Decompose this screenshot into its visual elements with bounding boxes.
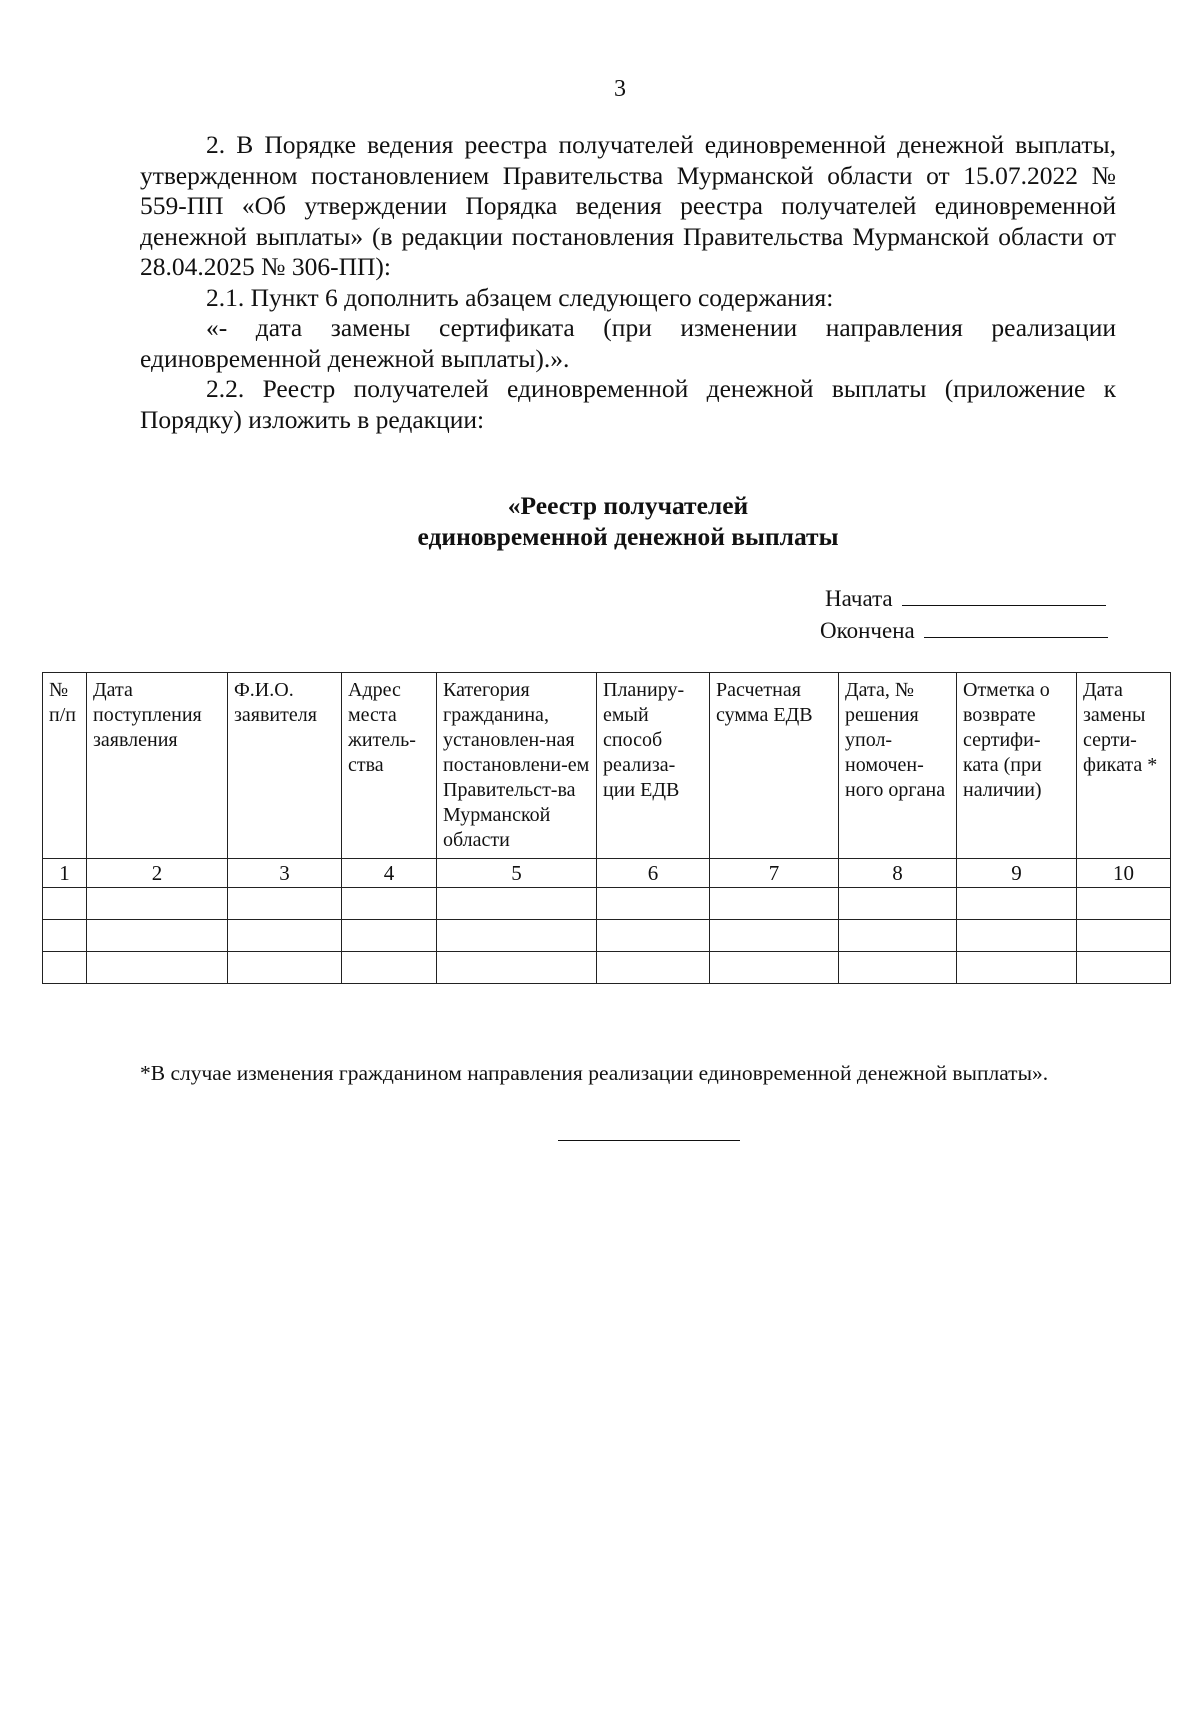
empty-cell [839, 920, 957, 952]
registry-title-line2: единовременной денежной выплаты [417, 522, 839, 551]
ended-field [820, 618, 1108, 644]
header-cell: Адрес места житель-ства [342, 673, 437, 859]
page-number: 3 [614, 76, 626, 102]
column-number: 4 [342, 859, 437, 888]
empty-row [43, 952, 1171, 984]
empty-row [43, 920, 1171, 952]
empty-cell [957, 952, 1077, 984]
column-number: 10 [1077, 859, 1171, 888]
empty-cell [839, 888, 957, 920]
empty-cell [228, 952, 342, 984]
empty-cell [1077, 952, 1171, 984]
empty-cell [43, 952, 87, 984]
header-cell: Дата, № решения упол-номочен-ного органа [839, 673, 957, 859]
paragraph-2-1: 2.1. Пункт 6 дополнить абзацем следующего содержания: [206, 282, 834, 312]
empty-cell [957, 920, 1077, 952]
column-number: 7 [710, 859, 839, 888]
paragraph-2-2: 2.2. Реестр получателей единовременной денежной выплаты (приложение к Порядку) изложить в редакции: [140, 374, 1116, 434]
started-field [825, 586, 1106, 612]
header-cell: Планиру-емый способ реализа-ции ЕДВ [597, 673, 710, 859]
registry-table [42, 672, 1171, 984]
empty-cell [597, 952, 710, 984]
ended-blank-line [924, 636, 1108, 638]
empty-cell [597, 920, 710, 952]
started-blank-line [902, 604, 1106, 606]
column-number: 6 [597, 859, 710, 888]
paragraph-2: 2. В Порядке ведения реестра получателей единовременной денежной выплаты, утвержденном постановлением Правительства Мурманской области от 15.07.2022 № 559-ПП «Об утверждении Порядка ведения реестра получателей единовременной денежной выплаты» (в редакции постановления Правительства Мурманской области от 28.04.2025 № 306-ПП): [140, 130, 1116, 281]
empty-cell [342, 920, 437, 952]
header-cell: Дата поступления заявления [87, 673, 228, 859]
empty-cell [87, 920, 228, 952]
empty-cell [342, 888, 437, 920]
ended-label: Окончена [820, 618, 915, 643]
empty-cell [1077, 920, 1171, 952]
header-cell: Отметка о возврате сертифи-ката (при наличии) [957, 673, 1077, 859]
empty-cell [597, 888, 710, 920]
column-number: 3 [228, 859, 342, 888]
column-number: 2 [87, 859, 228, 888]
empty-cell [1077, 888, 1171, 920]
header-cell: Расчетная сумма ЕДВ [710, 673, 839, 859]
registry-title [140, 490, 1116, 552]
empty-cell [957, 888, 1077, 920]
empty-cell [437, 952, 597, 984]
empty-cell [839, 952, 957, 984]
empty-cell [437, 888, 597, 920]
header-cell: № п/п [43, 673, 87, 859]
column-number: 9 [957, 859, 1077, 888]
amendment-text [140, 130, 1116, 435]
empty-cell [43, 888, 87, 920]
empty-cell [228, 920, 342, 952]
header-cell: Ф.И.О. заявителя [228, 673, 342, 859]
column-number: 1 [43, 859, 87, 888]
empty-cell [710, 952, 839, 984]
empty-cell [437, 920, 597, 952]
empty-cell [228, 888, 342, 920]
empty-cell [710, 888, 839, 920]
footnote: *В случае изменения гражданином направления реализации единовременной денежной выплаты». [140, 1061, 1049, 1085]
column-number: 5 [437, 859, 597, 888]
empty-cell [710, 920, 839, 952]
header-cell: Дата замены серти-фиката * [1077, 673, 1171, 859]
started-label: Начата [825, 586, 893, 611]
end-divider-line [558, 1140, 740, 1141]
empty-cell [87, 888, 228, 920]
empty-row [43, 888, 1171, 920]
header-cell: Категория гражданина, установлен-ная постановлени-ем Правительст-ва Мурманской области [437, 673, 597, 859]
header-row [43, 673, 1171, 859]
column-number: 8 [839, 859, 957, 888]
empty-cell [43, 920, 87, 952]
empty-cell [342, 952, 437, 984]
paragraph-2-1-quote: «- дата замены сертификата (при изменении направления реализации единовременной денежной выплаты).». [140, 313, 1116, 373]
registry-title-line1: «Реестр получателей [507, 491, 749, 520]
empty-cell [87, 952, 228, 984]
column-number-row [43, 859, 1171, 888]
